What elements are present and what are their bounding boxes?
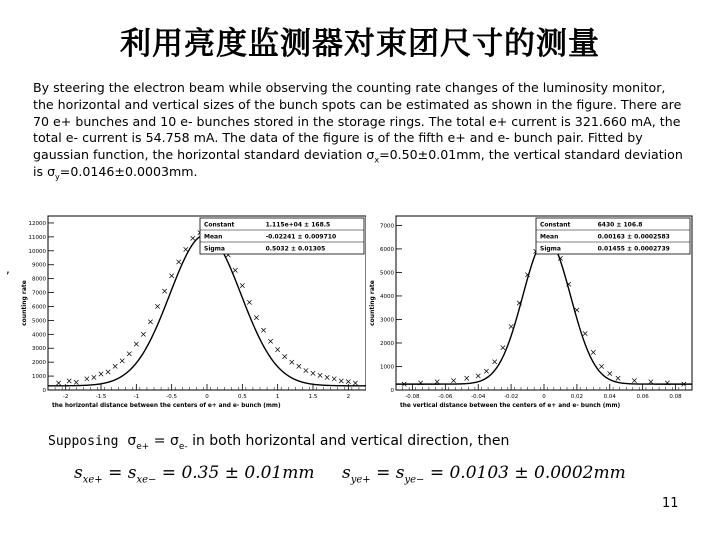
stats-value: -0.02241 ± 0.009710 <box>265 233 337 241</box>
formula-right-s: s <box>342 463 351 483</box>
formula-right-sub2: ye− <box>404 474 425 486</box>
y-tick-label: 8000 <box>32 276 46 283</box>
formula-left-s: s <box>74 463 83 483</box>
data-point-marker <box>290 360 294 364</box>
y-tick-label: 5000 <box>380 270 394 277</box>
data-point-marker <box>311 371 315 375</box>
paragraph-mid: =0.50±0.01mm, the vertical standard deviation is σ <box>33 147 683 179</box>
data-point <box>67 379 71 383</box>
data-point-marker <box>184 247 188 251</box>
stray-mark: , <box>6 262 10 276</box>
data-point-marker <box>608 371 612 375</box>
stats-label: Sigma <box>204 245 225 253</box>
data-point-marker <box>261 328 265 332</box>
y-tick-label: 6000 <box>32 304 46 311</box>
formula-left-sub2: xe− <box>136 474 157 486</box>
data-point-marker <box>484 369 488 373</box>
data-point-marker <box>435 380 439 384</box>
x-tick-label: 0.06 <box>636 394 649 400</box>
x-tick-label: 1.5 <box>308 394 318 400</box>
data-point-marker <box>254 315 258 319</box>
vertical-scan-svg <box>366 212 698 410</box>
data-point-marker <box>67 379 71 383</box>
data-point-marker <box>85 377 89 381</box>
data-point <box>240 283 244 287</box>
data-point <box>56 381 60 385</box>
y-tick-label: 5000 <box>32 318 46 325</box>
data-point-marker <box>74 380 78 384</box>
y-axis-label: counting rate <box>369 280 376 326</box>
y-tick-label: 4000 <box>32 332 46 339</box>
supposing-word: Supposing <box>48 434 119 449</box>
y-tick-label: 0 <box>42 388 46 394</box>
data-point-marker <box>332 377 336 381</box>
data-point <box>346 379 350 383</box>
data-point-marker <box>56 381 60 385</box>
paragraph-main: By steering the electron beam while observing the counting rate changes of the luminosity monitor, the horizontal and vertical sizes of the bunch spots can be estimated as shown in the figure. There are 70 e+ bunches and 10 e- bunches stored in the storage rings. The total e+ current is 321.660 mA, the total e- current is 54.758 mA. The data of the figure is of the fifth e+ and e- bunch pair. Fitted by gaussian function, the horizontal standard deviation σ <box>33 80 682 163</box>
data-point-marker <box>148 320 152 324</box>
x-tick-label: -0.06 <box>438 394 453 400</box>
sigma-x-subscript: x <box>374 155 380 165</box>
x-tick-label: -1 <box>133 394 140 400</box>
data-point-marker <box>275 347 279 351</box>
data-point <box>599 364 603 368</box>
data-point-marker <box>465 376 469 380</box>
data-point-marker <box>141 332 145 336</box>
data-point-marker <box>268 339 272 343</box>
data-point-marker <box>318 373 322 377</box>
supposing-line <box>48 433 509 452</box>
data-point <box>632 378 636 382</box>
data-point <box>492 360 496 364</box>
y-tick-label: 3000 <box>380 317 394 324</box>
data-point <box>616 376 620 380</box>
data-point-marker <box>297 364 301 368</box>
slide-title: 利用亮度监测器对束团尺寸的测量 <box>120 26 600 62</box>
data-point-marker <box>353 381 357 385</box>
x-tick-label: -0.08 <box>405 394 420 400</box>
y-tick-label: 3000 <box>32 346 46 353</box>
supposing-rest: in both horizontal and vertical direction, then <box>187 433 510 449</box>
y-tick-label: 1000 <box>380 364 394 371</box>
x-tick-label: 0 <box>205 394 209 400</box>
data-point <box>162 289 166 293</box>
vertical-scan-plot <box>366 212 698 410</box>
x-tick-label: 1 <box>275 394 280 400</box>
data-point-marker <box>162 289 166 293</box>
data-point <box>283 354 287 358</box>
data-point <box>134 342 138 346</box>
data-point <box>127 352 131 356</box>
data-point-marker <box>616 376 620 380</box>
data-point-marker <box>120 359 124 363</box>
x-tick-label: 0.04 <box>603 394 616 400</box>
y-tick-label: 7000 <box>32 290 46 297</box>
x-tick-label: -0.02 <box>503 394 519 400</box>
data-point <box>325 375 329 379</box>
y-tick-label: 2000 <box>32 360 46 367</box>
data-point-marker <box>99 372 103 376</box>
data-point-marker <box>346 379 350 383</box>
y-tick-label: 7000 <box>380 223 394 230</box>
data-point-marker <box>451 378 455 382</box>
sigma-eplus: σ <box>127 433 137 449</box>
x-tick-label: -1.5 <box>95 394 107 400</box>
gaussian-fit-curve <box>396 239 692 384</box>
stats-value: 1.115e+04 ± 168.5 <box>265 221 331 229</box>
data-point-marker <box>575 308 579 312</box>
formula-right-value: = 0.0103 ± 0.0002mm <box>424 463 626 483</box>
data-point-marker <box>325 375 329 379</box>
stats-label: Sigma <box>540 245 561 253</box>
stats-label: Mean <box>540 233 559 241</box>
data-point-marker <box>169 274 173 278</box>
gaussian-fit-curve <box>48 235 366 386</box>
data-point-marker <box>127 352 131 356</box>
vertical-size-formula <box>342 463 626 485</box>
y-tick-label: 0 <box>390 388 394 394</box>
y-tick-label: 9000 <box>32 262 46 269</box>
y-tick-label: 6000 <box>380 246 394 253</box>
data-point <box>509 324 513 328</box>
data-point <box>92 375 96 379</box>
horizontal-scan-plot <box>20 212 372 410</box>
data-point-marker <box>591 350 595 354</box>
y-axis-label: counting rate <box>21 280 28 326</box>
description-paragraph <box>33 80 688 181</box>
data-point <box>339 379 343 383</box>
data-point <box>85 377 89 381</box>
formula-right-eq: = s <box>370 463 405 483</box>
y-tick-label: 12000 <box>28 220 46 227</box>
formula-right-sub1: ye+ <box>350 474 371 486</box>
paragraph-end: =0.0146±0.0003mm. <box>59 163 198 179</box>
horizontal-size-formula <box>74 463 314 485</box>
sigma-eminus-sub: e- <box>178 441 188 452</box>
data-point <box>290 360 294 364</box>
data-point-marker <box>283 354 287 358</box>
x-tick-label: -2 <box>62 394 69 400</box>
x-tick-label: 0.5 <box>237 394 247 400</box>
data-point <box>177 260 181 264</box>
data-point <box>74 380 78 384</box>
data-point-marker <box>304 368 308 372</box>
stats-value: 0.5032 ± 0.01305 <box>265 245 326 253</box>
y-tick-label: 11000 <box>28 234 46 241</box>
data-point-marker <box>240 283 244 287</box>
data-point-marker <box>155 304 159 308</box>
x-tick-label: 0.08 <box>669 394 682 400</box>
x-tick-label: 0.02 <box>570 394 584 400</box>
data-point-marker <box>177 260 181 264</box>
x-tick-label: -0.04 <box>471 394 486 400</box>
formula-left-value: = 0.35 ± 0.01mm <box>156 463 315 483</box>
data-point-marker <box>476 374 480 378</box>
horizontal-scan-svg <box>20 212 372 410</box>
data-point-marker <box>509 324 513 328</box>
data-point-marker <box>106 370 110 374</box>
data-point <box>275 347 279 351</box>
data-point <box>120 359 124 363</box>
data-point <box>591 350 595 354</box>
data-point-marker <box>191 236 195 240</box>
data-point <box>268 339 272 343</box>
y-tick-label: 1000 <box>32 374 46 381</box>
data-point-marker <box>233 268 237 272</box>
data-point <box>332 377 336 381</box>
data-point <box>451 378 455 382</box>
data-point <box>484 369 488 373</box>
equals-sign: = <box>149 433 170 449</box>
data-point <box>169 274 173 278</box>
stats-value: 0.01455 ± 0.0002739 <box>597 245 670 253</box>
x-axis-label: the vertical distance between the centers of e+ and e- bunch (mm) <box>400 403 621 409</box>
sigma-eminus: σ <box>169 433 179 449</box>
stats-label: Mean <box>204 233 223 241</box>
data-point-marker <box>501 345 505 349</box>
y-tick-label: 2000 <box>380 340 394 347</box>
data-point <box>476 374 480 378</box>
formula-left-sub1: xe+ <box>82 474 103 486</box>
data-point <box>501 345 505 349</box>
stats-value: 6430 ± 106.8 <box>597 221 643 229</box>
stats-label: Constant <box>204 221 235 229</box>
data-point-marker <box>599 364 603 368</box>
data-point <box>254 315 258 319</box>
data-point <box>311 371 315 375</box>
data-point <box>184 247 188 251</box>
x-tick-label: 2 <box>346 394 351 400</box>
formula-left-eq: = s <box>102 463 137 483</box>
data-point-marker <box>113 364 117 368</box>
data-point <box>247 300 251 304</box>
data-point <box>261 328 265 332</box>
data-point <box>155 304 159 308</box>
data-point <box>113 364 117 368</box>
data-point-marker <box>632 378 636 382</box>
data-point <box>148 320 152 324</box>
data-point <box>353 381 357 385</box>
data-point <box>435 380 439 384</box>
x-axis-label: the horizontal distance between the centers of e+ and e- bunch (mm) <box>52 403 281 409</box>
stats-value: 0.00163 ± 0.0002583 <box>597 233 670 241</box>
data-point <box>141 332 145 336</box>
data-point-marker <box>339 379 343 383</box>
data-point-marker <box>649 380 653 384</box>
data-point <box>106 370 110 374</box>
data-point <box>99 372 103 376</box>
data-point <box>191 236 195 240</box>
sigma-eplus-sub: e+ <box>136 441 150 452</box>
data-point <box>649 380 653 384</box>
x-tick-label: -0.5 <box>166 394 178 400</box>
data-point-marker <box>247 300 251 304</box>
data-point <box>297 364 301 368</box>
stats-label: Constant <box>540 221 571 229</box>
data-point-marker <box>134 342 138 346</box>
data-point <box>465 376 469 380</box>
data-point-marker <box>92 375 96 379</box>
data-point <box>575 308 579 312</box>
data-point-marker <box>492 360 496 364</box>
y-tick-label: 4000 <box>380 293 394 300</box>
data-point <box>304 368 308 372</box>
x-tick-label: 0 <box>542 394 546 400</box>
page-number: 11 <box>662 496 679 511</box>
y-tick-label: 10000 <box>28 248 46 255</box>
data-point <box>318 373 322 377</box>
sigma-y-subscript: y <box>55 172 60 182</box>
data-point <box>608 371 612 375</box>
data-point <box>583 331 587 335</box>
data-point <box>233 268 237 272</box>
data-point-marker <box>583 331 587 335</box>
